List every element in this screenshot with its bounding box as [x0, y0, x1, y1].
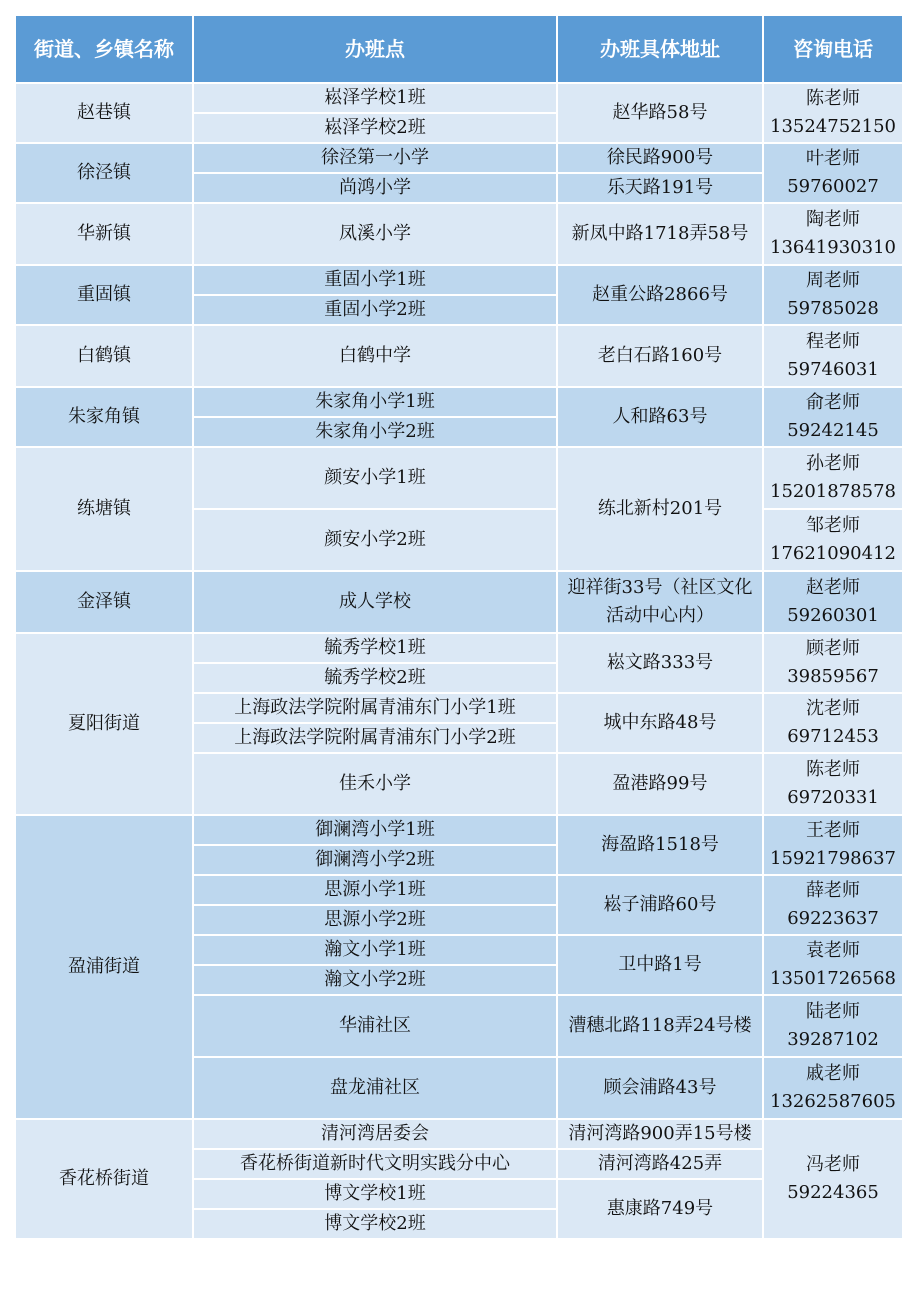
teacher-name: 王老师: [806, 820, 860, 841]
teacher-name: 戚老师: [806, 1063, 860, 1084]
district-cell: 夏阳街道: [15, 633, 193, 815]
site-cell: 御澜湾小学1班: [193, 815, 557, 845]
header-site: 办班点: [193, 15, 557, 83]
address-cell: 海盈路1518号: [557, 815, 763, 875]
table-row: [15, 815, 903, 845]
phone-cell: [763, 265, 903, 325]
district-cell: 盈浦街道: [15, 815, 193, 1119]
district-cell: 徐泾镇: [15, 143, 193, 203]
teacher-name: 周老师: [806, 270, 860, 291]
site-cell: 颜安小学2班: [193, 509, 557, 571]
site-cell: 白鹤中学: [193, 325, 557, 387]
teacher-name: 陆老师: [806, 1001, 860, 1022]
phone-number: 59260301: [787, 605, 879, 626]
header-district: 街道、乡镇名称: [15, 15, 193, 83]
teacher-name: 赵老师: [806, 577, 860, 598]
teacher-name: 叶老师: [806, 148, 860, 169]
site-cell: 凤溪小学: [193, 203, 557, 265]
phone-cell: [763, 753, 903, 815]
site-cell: 思源小学2班: [193, 905, 557, 935]
table-row: [15, 1119, 903, 1149]
teacher-name: 沈老师: [806, 698, 860, 719]
teacher-name: 邹老师: [806, 515, 860, 536]
phone-cell: [763, 935, 903, 995]
teacher-name: 薛老师: [806, 880, 860, 901]
district-cell: 白鹤镇: [15, 325, 193, 387]
site-cell: 上海政法学院附属青浦东门小学2班: [193, 723, 557, 753]
district-cell: 重固镇: [15, 265, 193, 325]
phone-number: 13262587605: [770, 1091, 896, 1112]
phone-cell: [763, 875, 903, 935]
address-cell: 乐天路191号: [557, 173, 763, 203]
phone-number: 59224365: [787, 1182, 879, 1203]
phone-number: 69712453: [787, 726, 879, 747]
table-row: [15, 387, 903, 417]
phone-cell: [763, 815, 903, 875]
phone-number: 13501726568: [770, 968, 896, 989]
site-cell: 毓秀学校1班: [193, 633, 557, 663]
address-line: 活动中心内）: [606, 605, 714, 626]
district-cell: 香花桥街道: [15, 1119, 193, 1239]
phone-cell: [763, 1057, 903, 1119]
phone-cell: [763, 83, 903, 143]
site-cell: 香花桥街道新时代文明实践分中心: [193, 1149, 557, 1179]
table-row: [15, 143, 903, 173]
district-cell: 金泽镇: [15, 571, 193, 633]
teacher-name: 袁老师: [806, 940, 860, 961]
site-cell: 瀚文小学1班: [193, 935, 557, 965]
table-row: [15, 447, 903, 509]
address-cell: 徐民路900号: [557, 143, 763, 173]
teacher-name: 陶老师: [806, 209, 860, 230]
district-cell: 朱家角镇: [15, 387, 193, 447]
teacher-name: 程老师: [806, 331, 860, 352]
teacher-name: 陈老师: [806, 759, 860, 780]
teacher-name: 冯老师: [806, 1154, 860, 1175]
phone-number: 15921798637: [770, 848, 896, 869]
address-cell: 赵华路58号: [557, 83, 763, 143]
phone-cell: [763, 509, 903, 571]
site-cell: 重固小学1班: [193, 265, 557, 295]
phone-cell: [763, 447, 903, 509]
phone-cell: [763, 1119, 903, 1239]
site-cell: 思源小学1班: [193, 875, 557, 905]
address-cell: 清河湾路900弄15号楼: [557, 1119, 763, 1149]
phone-number: 69720331: [787, 787, 879, 808]
teacher-name: 顾老师: [806, 638, 860, 659]
table-row: [15, 83, 903, 113]
phone-number: 13641930310: [770, 237, 896, 258]
address-cell: 新凤中路1718弄58号: [557, 203, 763, 265]
address-cell: 惠康路749号: [557, 1179, 763, 1239]
table-row: [15, 265, 903, 295]
teacher-name: 陈老师: [806, 88, 860, 109]
site-cell: 清河湾居委会: [193, 1119, 557, 1149]
address-cell: 城中东路48号: [557, 693, 763, 753]
address-cell: [557, 571, 763, 633]
phone-number: 17621090412: [770, 543, 896, 564]
teacher-name: 俞老师: [806, 392, 860, 413]
site-cell: 博文学校1班: [193, 1179, 557, 1209]
site-cell: 崧泽学校1班: [193, 83, 557, 113]
site-cell: 重固小学2班: [193, 295, 557, 325]
phone-number: 39859567: [787, 666, 879, 687]
phone-number: 59760027: [787, 176, 879, 197]
address-cell: 漕穗北路118弄24号楼: [557, 995, 763, 1057]
phone-cell: [763, 203, 903, 265]
site-cell: 尚鸿小学: [193, 173, 557, 203]
header-address: 办班具体地址: [557, 15, 763, 83]
table-row: [15, 571, 903, 633]
address-cell: 卫中路1号: [557, 935, 763, 995]
address-cell: 崧子浦路60号: [557, 875, 763, 935]
address-cell: 练北新村201号: [557, 447, 763, 571]
site-cell: 华浦社区: [193, 995, 557, 1057]
phone-cell: [763, 633, 903, 693]
address-line: 迎祥街33号（社区文化: [567, 577, 753, 598]
site-cell: 御澜湾小学2班: [193, 845, 557, 875]
header-row: [15, 15, 903, 83]
site-cell: 颜安小学1班: [193, 447, 557, 509]
site-cell: 上海政法学院附属青浦东门小学1班: [193, 693, 557, 723]
site-cell: 毓秀学校2班: [193, 663, 557, 693]
phone-cell: [763, 143, 903, 203]
header-phone: 咨询电话: [763, 15, 903, 83]
district-cell: 华新镇: [15, 203, 193, 265]
class-sites-table: [14, 14, 904, 1240]
phone-number: 69223637: [787, 908, 879, 929]
phone-cell: [763, 387, 903, 447]
address-cell: 人和路63号: [557, 387, 763, 447]
site-cell: 博文学校2班: [193, 1209, 557, 1239]
teacher-name: 孙老师: [806, 453, 860, 474]
phone-number: 59746031: [787, 359, 879, 380]
site-cell: 朱家角小学1班: [193, 387, 557, 417]
table-row: [15, 325, 903, 387]
phone-number: 13524752150: [770, 116, 896, 137]
address-cell: 盈港路99号: [557, 753, 763, 815]
address-cell: 顾会浦路43号: [557, 1057, 763, 1119]
phone-cell: [763, 693, 903, 753]
phone-number: 59785028: [787, 298, 879, 319]
phone-number: 59242145: [787, 420, 879, 441]
address-cell: 清河湾路425弄: [557, 1149, 763, 1179]
district-cell: 赵巷镇: [15, 83, 193, 143]
address-cell: 崧文路333号: [557, 633, 763, 693]
phone-cell: [763, 571, 903, 633]
site-cell: 成人学校: [193, 571, 557, 633]
site-cell: 崧泽学校2班: [193, 113, 557, 143]
site-cell: 朱家角小学2班: [193, 417, 557, 447]
site-cell: 瀚文小学2班: [193, 965, 557, 995]
address-cell: 赵重公路2866号: [557, 265, 763, 325]
phone-number: 15201878578: [770, 481, 896, 502]
site-cell: 盘龙浦社区: [193, 1057, 557, 1119]
table-row: [15, 203, 903, 265]
phone-number: 39287102: [787, 1029, 879, 1050]
phone-cell: [763, 995, 903, 1057]
phone-cell: [763, 325, 903, 387]
district-cell: 练塘镇: [15, 447, 193, 571]
table-row: [15, 633, 903, 663]
site-cell: 佳禾小学: [193, 753, 557, 815]
site-cell: 徐泾第一小学: [193, 143, 557, 173]
address-cell: 老白石路160号: [557, 325, 763, 387]
